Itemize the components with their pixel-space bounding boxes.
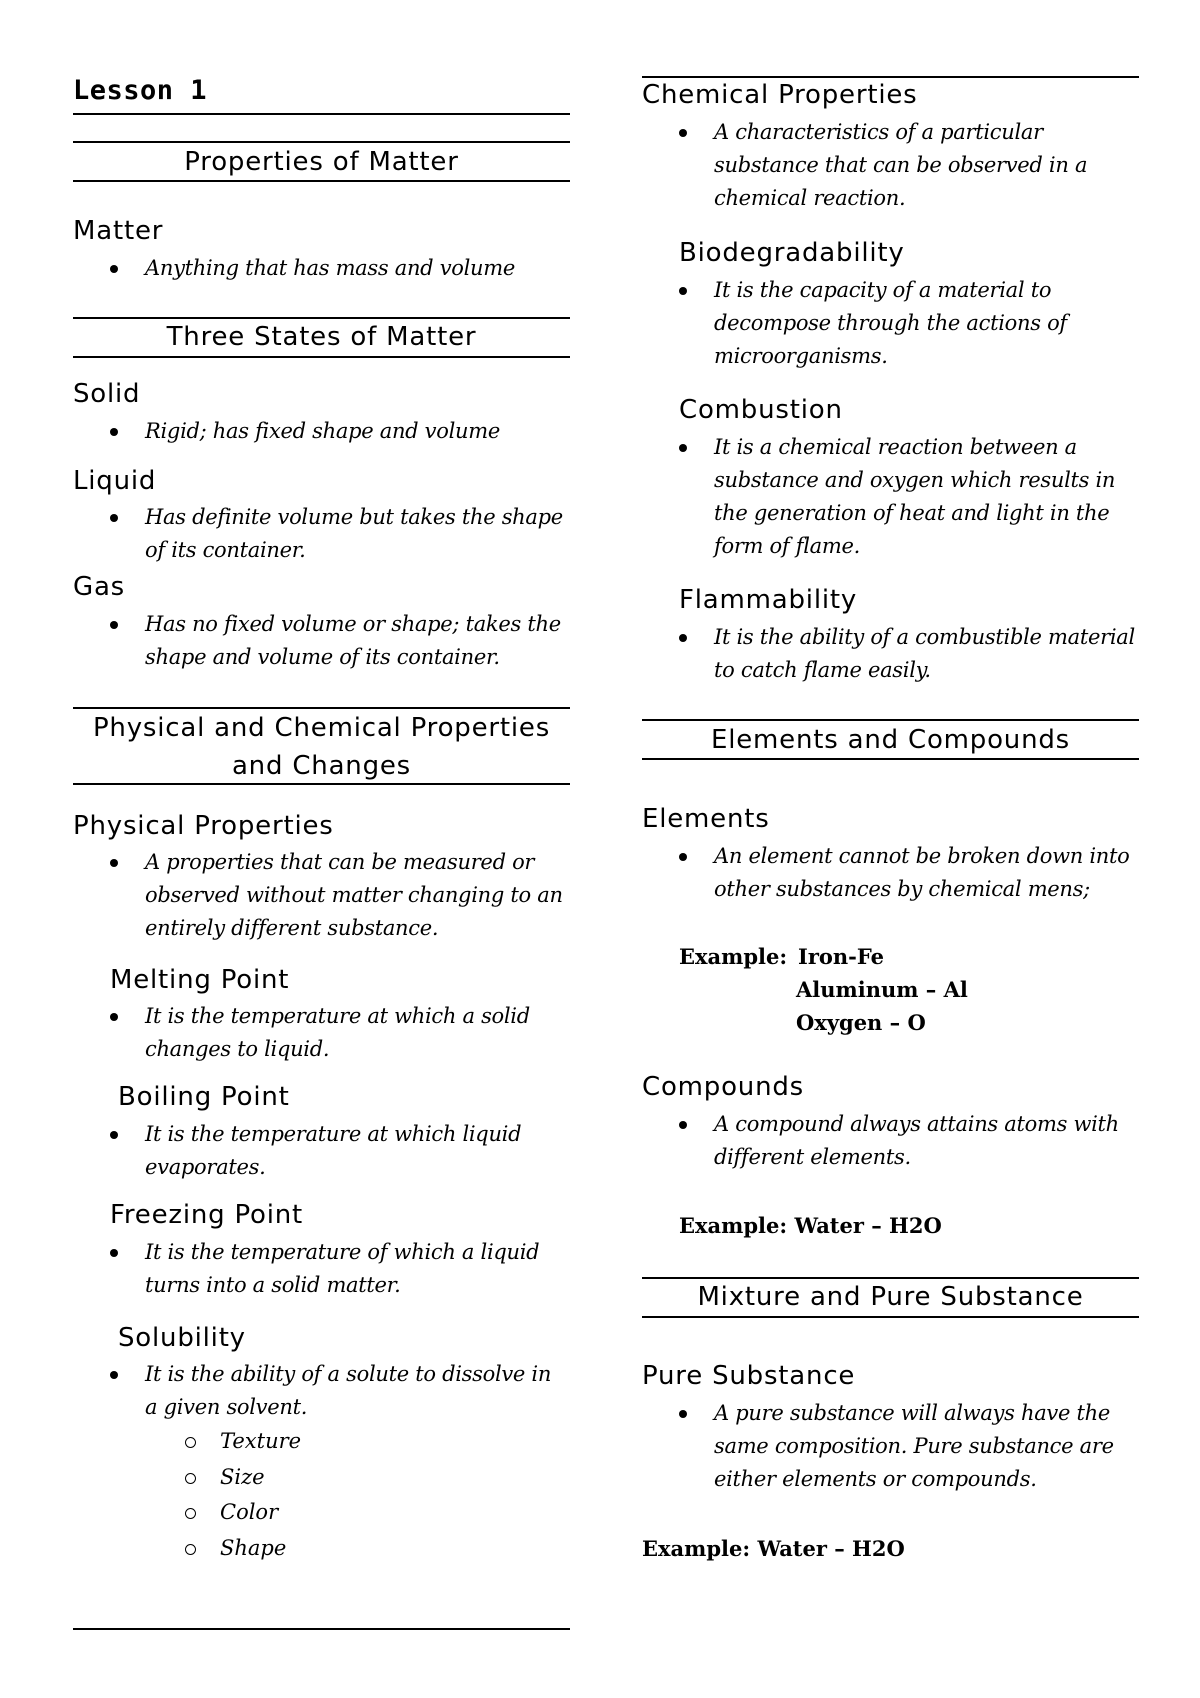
sub-bullet-shape: Shape [185,1531,286,1566]
sub-bullet-color: Color [185,1495,278,1530]
bullet-matter: Anything that has mass and volume [73,252,570,285]
section-title-elements-compounds: Elements and Compounds [710,725,1071,755]
lesson-title: Lesson 1 [73,75,208,106]
bullet-dot-icon [679,129,687,137]
bullet-biodegradability: It is the capacity of a material to decompose through the actions of microorganisms. [642,274,1139,373]
bullet-solubility: It is the ability of a solute to dissolve in a given solvent. [73,1358,570,1424]
heading-matter: Matter [73,216,164,246]
bullet-dot-icon [679,444,687,452]
heading-boiling-point: Boiling Point [118,1082,290,1112]
example-compound: Example: Water – H2O [679,1213,942,1238]
heading-biodegradability: Biodegradability [679,238,905,268]
bullet-combustion: It is a chemical reaction between a substance and oxygen which results in the generation of heat and light in the form of flame. [642,431,1139,563]
bullet-freezing-point: It is the temperature of which a liquid turns into a solid matter. [73,1236,570,1302]
divider [642,758,1139,760]
example-pure-substance: Example: Water – H2O [642,1536,905,1561]
divider [73,180,570,182]
heading-solid: Solid [73,379,141,409]
sub-bullet-texture: Texture [185,1424,301,1459]
bullet-pure-substance: A pure substance will always have the same composition. Pure substance are either elements or compounds. [642,1397,1139,1496]
heading-chemical-properties: Chemical Properties [642,80,918,110]
example-aluminum: Aluminum – Al [796,977,968,1002]
bullet-dot-icon [110,1013,118,1021]
example-oxygen: Oxygen – O [796,1010,926,1035]
bullet-dot-icon [110,265,118,273]
bullet-gas: Has no fixed volume or shape; takes the shape and volume of its container. [73,608,570,674]
bullet-dot-icon [110,428,118,436]
heading-gas: Gas [73,572,126,602]
bullet-melting-point: It is the temperature at which a solid changes to liquid. [73,1000,570,1066]
heading-pure-substance: Pure Substance [642,1361,856,1391]
bullet-flammability: It is the ability of a combustible material to catch flame easily. [642,621,1139,687]
sub-bullet-size: Size [185,1460,265,1495]
example-label: Example: [679,944,788,969]
bullet-boiling-point: It is the temperature at which liquid evaporates. [73,1118,570,1184]
heading-elements: Elements [642,804,770,834]
divider [73,1628,570,1630]
bullet-dot-icon [110,1371,118,1379]
bullet-dot-icon [110,621,118,629]
bullet-dot-icon [679,1121,687,1129]
heading-melting-point: Melting Point [110,965,290,995]
bullet-dot-icon [110,514,118,522]
heading-physical-properties: Physical Properties [73,811,334,841]
example-iron: Iron-Fe [798,944,884,969]
bullet-chemical-properties: A characteristics of a particular substance that can be observed in a chemical reaction. [642,116,1139,215]
heading-compounds: Compounds [642,1072,805,1102]
bullet-dot-icon [110,859,118,867]
section-title-properties-of-matter: Properties of Matter [184,147,459,177]
bullet-dot-icon [679,634,687,642]
divider [642,1316,1139,1318]
heading-solubility: Solubility [118,1323,246,1353]
divider [73,356,570,358]
section-title-physical-chemical-line2: and Changes [231,751,412,781]
bullet-elements: An element cannot be broken down into other substances by chemical mens; [642,840,1139,906]
bullet-dot-icon [110,1131,118,1139]
divider [642,76,1139,78]
circle-bullet-icon [185,1473,196,1484]
heading-combustion: Combustion [679,395,843,425]
bullet-dot-icon [679,287,687,295]
bullet-dot-icon [110,1249,118,1257]
circle-bullet-icon [185,1508,196,1519]
heading-freezing-point: Freezing Point [110,1200,304,1230]
bullet-physical-properties: A properties that can be measured or observed without matter changing to an entirely different substance. [73,846,570,945]
bullet-dot-icon [679,1410,687,1418]
circle-bullet-icon [185,1437,196,1448]
heading-flammability: Flammability [679,585,858,615]
section-title-three-states: Three States of Matter [166,322,477,352]
divider [73,113,570,115]
bullet-compounds: A compound always attains atoms with different elements. [642,1108,1139,1174]
circle-bullet-icon [185,1544,196,1555]
bullet-liquid: Has definite volume but takes the shape of its container. [73,501,570,567]
heading-liquid: Liquid [73,466,157,496]
section-title-physical-chemical: Physical and Chemical Properties [92,713,551,743]
section-title-mixture: Mixture and Pure Substance [697,1282,1084,1312]
divider [73,783,570,785]
bullet-solid: Rigid; has fixed shape and volume [73,415,570,448]
bullet-dot-icon [679,853,687,861]
